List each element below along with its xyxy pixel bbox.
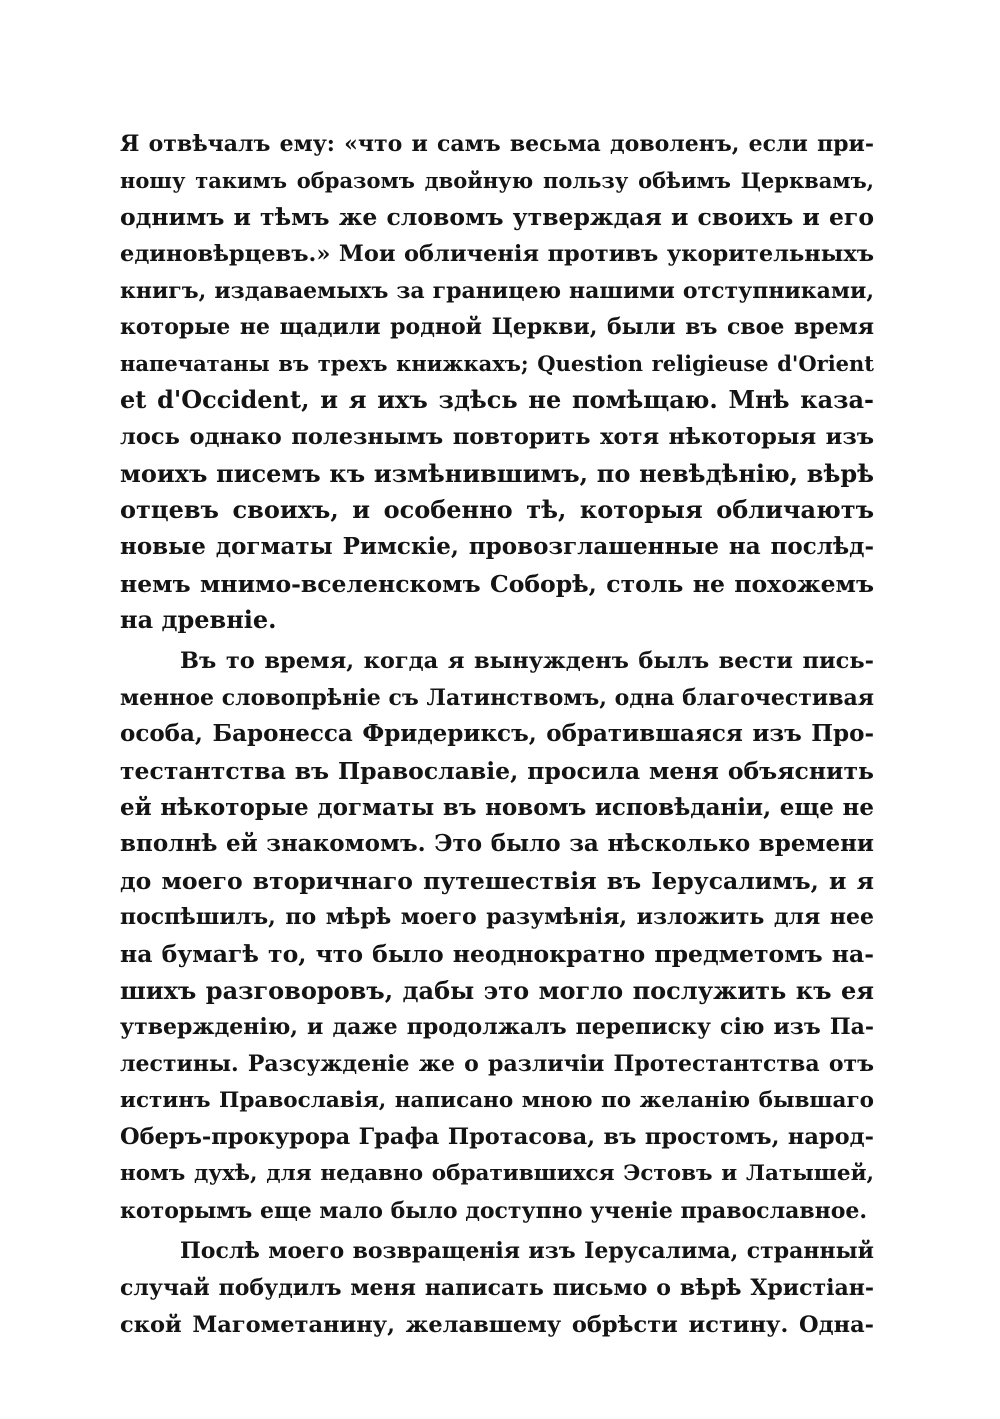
text-line: единовѣрцевъ.» Мои обличенія противъ укорительныхъ xyxy=(120,240,874,267)
paragraph-3 xyxy=(120,1233,874,1343)
text-line: на бумагѣ то, что было неоднократно предметомъ на- xyxy=(120,940,874,969)
text-line: вполнѣ ей знакомомъ. Это было за нѣсколько времени xyxy=(120,830,874,858)
text-line: истинъ Православія, написано мною по желанію бывшаго xyxy=(120,1087,874,1113)
text-line: тестантства въ Православіе, просила меня объяснить xyxy=(120,756,874,785)
text-line: Я отвѣчалъ ему: «что и самъ весьма доволенъ, если при- xyxy=(120,131,874,157)
text-line: шихъ разговоровъ, дабы это могло послужить къ ея xyxy=(120,975,874,1005)
text-line: моихъ писемъ къ измѣнившимъ, по невѣдѣнію, вѣрѣ xyxy=(120,458,874,488)
text-line: Въ то время, когда я вынужденъ былъ вести пись- xyxy=(180,647,874,674)
text-line: которымъ еще мало было доступно ученіе православное. xyxy=(120,1197,868,1224)
text-line: ской Магометанину, желавшему обрѣсти истину. Одна- xyxy=(120,1311,874,1338)
text-line: особа, Баронесса Фридериксъ, обратившаяся изъ Про- xyxy=(120,720,874,748)
text-line: Оберъ-прокурора Графа Протасова, въ простомъ, народ- xyxy=(120,1124,874,1151)
paragraph-1 xyxy=(120,126,874,639)
text-line: менное словопрѣніе съ Латинствомъ, одна благочестивая xyxy=(120,684,874,711)
text-line: которые не щадили родной Церкви, были въ свое время xyxy=(120,314,874,341)
text-line: отцевъ своихъ, и особенно тѣ, которыя обличаютъ xyxy=(120,495,874,525)
text-line: до моего вторичнаго путешествія въ Іерусалимъ, и я xyxy=(120,866,874,895)
text-line: книгъ, издаваемыхъ за границею нашими отступниками, xyxy=(120,277,874,304)
text-line: поспѣшилъ, по мѣрѣ моего разумѣнія, изложить для нее xyxy=(120,904,874,931)
text-line: лось однако полезнымъ повторить хотя нѣкоторыя изъ xyxy=(120,424,874,451)
text-line: новые догматы Римскіе, провозглашенные на послѣд- xyxy=(120,533,874,561)
text-line: напечатаны въ трехъ книжкахъ; Question religieuse d'Orient xyxy=(120,350,874,376)
text-line: et d'Occident, и я ихъ здѣсь не помѣщаю. Мнѣ каза- xyxy=(120,385,874,415)
text-line: ношу такимъ образомъ двойную пользу обѣимъ Церквамъ, xyxy=(120,167,874,193)
text-line: лестины. Разсужденіе же о различіи Протестантства отъ xyxy=(120,1051,874,1078)
text-line: случай побудилъ меня написать письмо о вѣрѣ Христіан- xyxy=(120,1274,874,1301)
text-line: на древніе. xyxy=(120,605,277,635)
text-line: утвержденію, и даже продолжалъ переписку сію изъ Па- xyxy=(120,1014,874,1041)
text-line: номъ духѣ, для недавно обратившихся Эстовъ и Латышей, xyxy=(120,1160,874,1186)
text-line: ей нѣкоторые догматы въ новомъ исповѣданіи, еще не xyxy=(120,793,874,821)
text-line: немъ мнимо-вселенскомъ Соборѣ, столь не похожемъ xyxy=(120,569,874,598)
text-line: однимъ и тѣмъ же словомъ утверждая и своихъ и его xyxy=(120,203,874,232)
text-line: Послѣ моего возвращенія изъ Іерусалима, странный xyxy=(180,1238,874,1265)
page-text xyxy=(120,126,874,1343)
paragraph-2 xyxy=(120,643,874,1229)
